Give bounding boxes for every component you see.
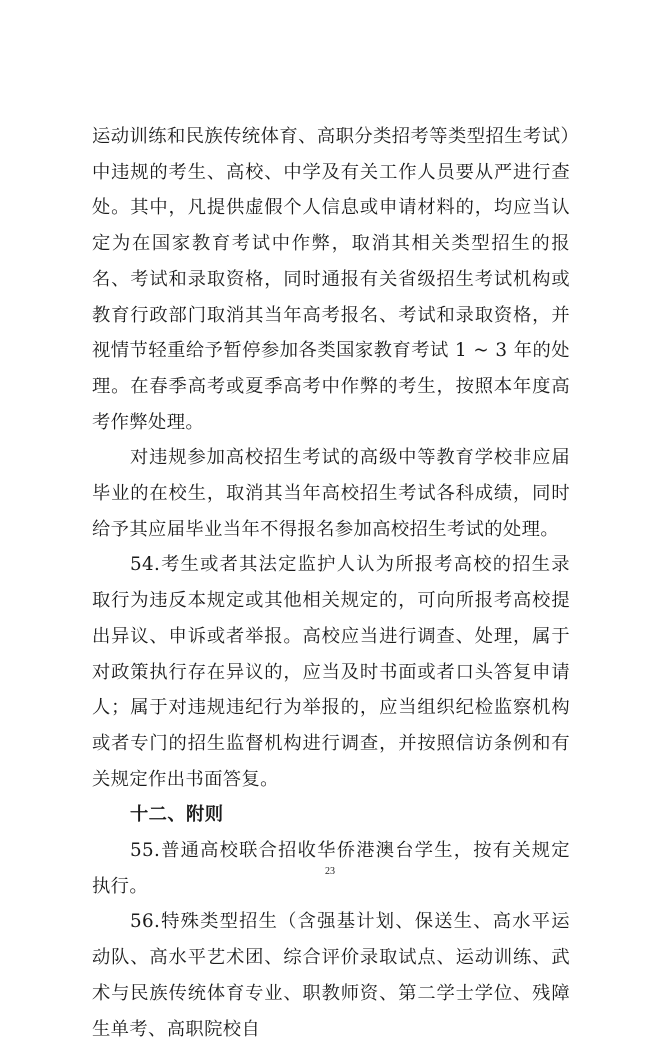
paragraph-article-54: 54.考生或者其法定监护人认为所报考高校的招生录取行为违反本规定或其他相关规定的，可向所报考高校提出异议、申诉或者举报。高校应当进行调查、处理，属于对政策执行存在异议的，应当及时书面或者口头答复申请人；属于对违规违纪行为举报的，应当组织纪检监察机构或者专门的招生监督机构进行调查，并按照信访条例和有关规定作出书面答复。	[92, 554, 570, 790]
page-number: 23	[325, 866, 335, 877]
paragraph-continuation: 运动训练和民族传统体育、高职分类招考等类型招生考试）中违规的考生、高校、中学及有关工作人员要从严进行查处。其中，凡提供虚假个人信息或申请材料的，均应当认定为在国家教育考试中作弊，取消其相关类型招生的报名、考试和录取资格，同时通报有关省级招生考试机构或教育行政部门取消其当年高考报名、考试和录取资格，并视情节轻重给予暂停参加各类国家教育考试 1 ~ 3 年的处理。在春季高考或夏季高考中作弊的考生，按照本年度高考作弊处理。	[92, 126, 570, 433]
paragraph-article-55: 55.普通高校联合招收华侨港澳台学生，按有关规定执行。	[92, 840, 570, 897]
document-body	[92, 119, 570, 1047]
section-heading-supplementary-provisions: 十二、附则	[130, 804, 224, 826]
paragraph-non-graduating-students: 对违规参加高校招生考试的高级中等教育学校非应届毕业的在校生，取消其当年高校招生考试各科成绩，同时给予其应届毕业当年不得报名参加高校招生考试的处理。	[92, 447, 570, 540]
paragraph-article-56: 56.特殊类型招生（含强基计划、保送生、高水平运动队、高水平艺术团、综合评价录取试点、运动训练、武术与民族传统体育专业、职教师资、第二学士学位、残障生单考、高职院校自	[92, 911, 570, 1040]
